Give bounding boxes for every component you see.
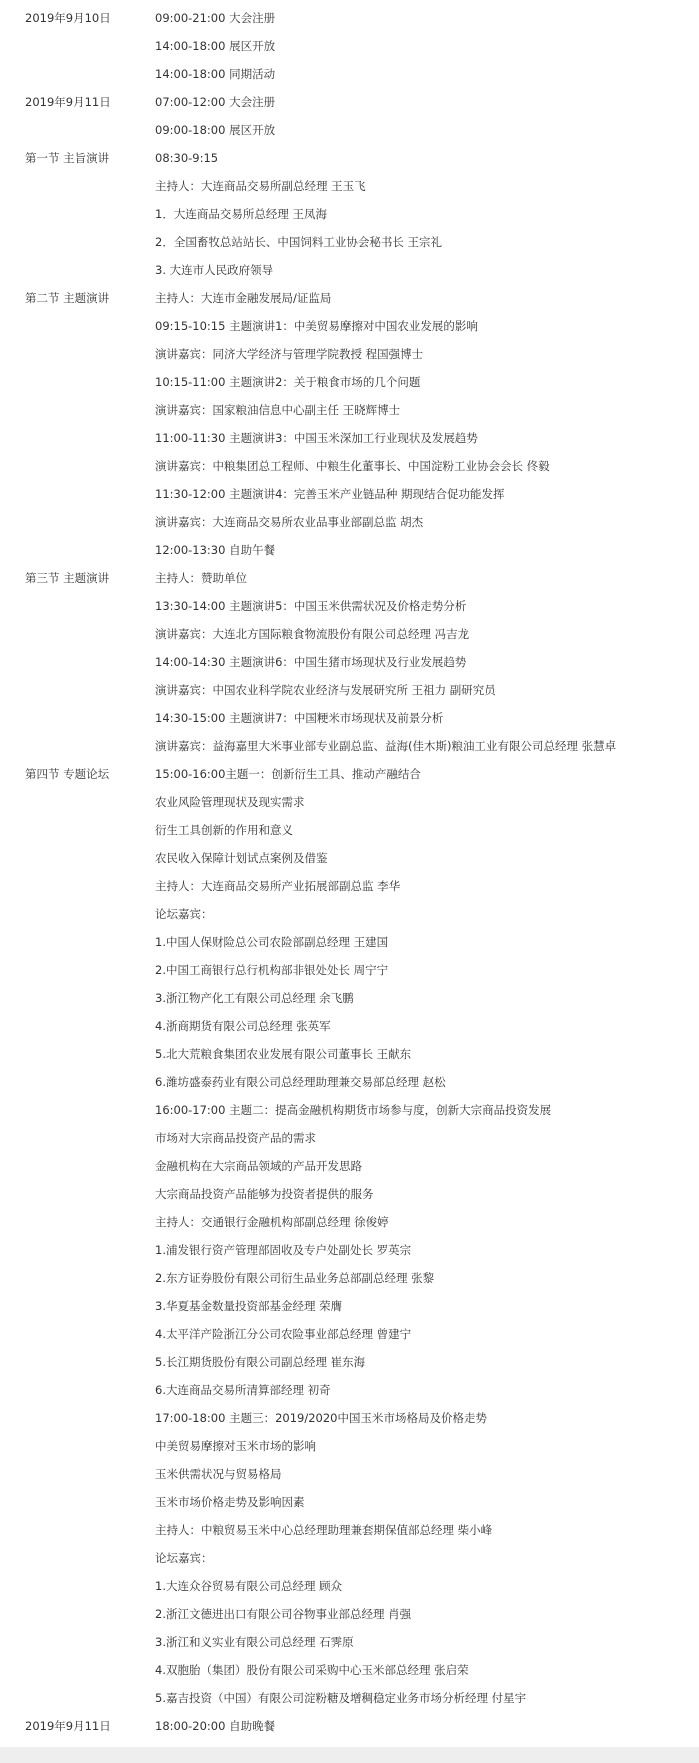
schedule-row: [0, 984, 699, 1012]
session-detail: 4.浙商期货有限公司总经理 张英军: [155, 1019, 331, 1033]
session-detail: 3. 大连市人民政府领导: [155, 263, 274, 277]
schedule-row: [0, 592, 699, 620]
page-bottom-band: [0, 1747, 699, 1763]
schedule-row: [0, 1572, 699, 1600]
schedule-row: [0, 1320, 699, 1348]
session-label: 第四节 专题论坛: [25, 767, 110, 781]
schedule-row: [0, 1544, 699, 1572]
session-detail: 衍生工具创新的作用和意义: [155, 823, 293, 837]
session-detail: 演讲嘉宾：国家粮油信息中心副主任 王晓辉博士: [155, 403, 401, 417]
schedule-row: [0, 1040, 699, 1068]
schedule-row: [0, 1684, 699, 1712]
schedule-row: [0, 928, 699, 956]
session-detail: 14:00-18:00 同期活动: [155, 67, 276, 81]
session-detail: 4.太平洋产险浙江分公司农险事业部总经理 曾建宁: [155, 1327, 412, 1341]
schedule-row: [0, 1600, 699, 1628]
schedule-row: [0, 1068, 699, 1096]
session-detail: 5.北大荒粮食集团农业发展有限公司董事长 王献东: [155, 1047, 412, 1061]
session-detail: 1.大连众谷贸易有限公司总经理 顾众: [155, 1579, 343, 1593]
schedule-row: [0, 676, 699, 704]
schedule-row: [0, 1628, 699, 1656]
schedule-row: [0, 312, 699, 340]
session-detail: 演讲嘉宾：中国农业科学院农业经济与发展研究所 王祖力 副研究员: [155, 683, 496, 697]
session-detail: 1.中国人保财险总公司农险部副总经理 王建国: [155, 935, 389, 949]
session-detail: 12:00-13:30 自助午餐: [155, 543, 276, 557]
schedule-row: [0, 816, 699, 844]
schedule-row: [0, 424, 699, 452]
schedule-row: [0, 1348, 699, 1376]
session-detail: 演讲嘉宾：同济大学经济与管理学院教授 程国强博士: [155, 347, 424, 361]
schedule-row: [0, 788, 699, 816]
schedule-row: [0, 620, 699, 648]
schedule-row: [0, 480, 699, 508]
session-detail: 6.大连商品交易所清算部经理 初奇: [155, 1383, 331, 1397]
schedule-row: [0, 956, 699, 984]
schedule-row: [0, 1712, 699, 1740]
session-detail: 演讲嘉宾：益海嘉里大米事业部专业副总监、益海(佳木斯)粮油工业有限公司总经理 张慧卓: [155, 739, 617, 753]
schedule-row: [0, 88, 699, 116]
schedule-row: [0, 1152, 699, 1180]
schedule-row: [0, 452, 699, 480]
session-detail: 18:00-20:00 自助晚餐: [155, 1719, 276, 1733]
session-detail: 主持人：大连市金融发展局/证监局: [155, 291, 332, 305]
session-detail: 13:30-14:00 主题演讲5：中国玉米供需状况及价格走势分析: [155, 599, 467, 613]
session-detail: 主持人：赞助单位: [155, 571, 247, 585]
schedule-row: [0, 1516, 699, 1544]
session-detail: 2.中国工商银行总行机构部非银处处长 周宁宁: [155, 963, 389, 977]
session-detail: 11:30-12:00 主题演讲4：完善玉米产业链品种 期现结合促功能发挥: [155, 487, 505, 501]
schedule-row: [0, 1236, 699, 1264]
session-detail: 3.浙江和义实业有限公司总经理 石霁原: [155, 1635, 354, 1649]
schedule-row: [0, 508, 699, 536]
schedule-row: [0, 1460, 699, 1488]
session-detail: 15:00-16:00主题一：创新衍生工具、推动产融结合: [155, 767, 421, 781]
session-detail: 3.浙江物产化工有限公司总经理 余飞鹏: [155, 991, 354, 1005]
schedule-row: [0, 4, 699, 32]
session-detail: 2．全国畜牧总站站长、中国饲料工业协会秘书长 王宗礼: [155, 235, 442, 249]
session-label: 第一节 主旨演讲: [25, 151, 110, 165]
session-detail: 论坛嘉宾：: [155, 907, 213, 921]
schedule-row: [0, 116, 699, 144]
schedule-row: [0, 732, 699, 760]
schedule-row: [0, 1376, 699, 1404]
session-detail: 4.双胞胎（集团）股份有限公司采购中心玉米部总经理 张启荣: [155, 1663, 469, 1677]
schedule-row: [0, 32, 699, 60]
schedule-row: [0, 1124, 699, 1152]
session-label: 2019年9月11日: [25, 95, 111, 109]
session-detail: 09:00-18:00 展区开放: [155, 123, 276, 137]
schedule-list: [0, 4, 699, 1740]
session-detail: 2.浙江文德进出口有限公司谷物事业部总经理 肖强: [155, 1607, 412, 1621]
schedule-row: [0, 1292, 699, 1320]
schedule-row: [0, 1488, 699, 1516]
session-label: 2019年9月11日: [25, 1719, 111, 1733]
schedule-row: [0, 60, 699, 88]
session-detail: 6.潍坊盛泰药业有限公司总经理助理兼交易部总经理 赵松: [155, 1075, 446, 1089]
schedule-row: [0, 1180, 699, 1208]
schedule-row: [0, 704, 699, 732]
session-detail: 10:15-11:00 主题演讲2：关于粮食市场的几个问题: [155, 375, 421, 389]
schedule-row: [0, 1404, 699, 1432]
session-detail: 演讲嘉宾：大连北方国际粮食物流股份有限公司总经理 冯吉龙: [155, 627, 470, 641]
schedule-row: [0, 900, 699, 928]
session-detail: 演讲嘉宾：大连商品交易所农业品事业部副总监 胡杰: [155, 515, 424, 529]
session-detail: 16:00-17:00 主题二：提高金融机构期货市场参与度，创新大宗商品投资发展: [155, 1103, 552, 1117]
schedule-row: [0, 1432, 699, 1460]
session-detail: 5.嘉吉投资（中国）有限公司淀粉糖及增稠稳定业务市场分析经理 付星宇: [155, 1691, 527, 1705]
schedule-row: [0, 648, 699, 676]
session-detail: 中美贸易摩擦对玉米市场的影响: [155, 1439, 316, 1453]
session-detail: 主持人：交通银行金融机构部副总经理 徐俊婷: [155, 1215, 389, 1229]
session-detail: 演讲嘉宾：中粮集团总工程师、中粮生化董事长、中国淀粉工业协会会长 佟毅: [155, 459, 550, 473]
session-detail: 14:00-14:30 主题演讲6：中国生猪市场现状及行业发展趋势: [155, 655, 467, 669]
session-detail: 09:00-21:00 大会注册: [155, 11, 276, 25]
schedule-row: [0, 844, 699, 872]
session-detail: 07:00-12:00 大会注册: [155, 95, 276, 109]
session-detail: 金融机构在大宗商品领域的产品开发思路: [155, 1159, 362, 1173]
session-detail: 论坛嘉宾：: [155, 1551, 213, 1565]
schedule-row: [0, 1656, 699, 1684]
session-detail: 08:30-9:15: [155, 151, 219, 165]
schedule-row: [0, 536, 699, 564]
session-detail: 市场对大宗商品投资产品的需求: [155, 1131, 316, 1145]
schedule-row: [0, 172, 699, 200]
schedule-row: [0, 1208, 699, 1236]
session-detail: 1.浦发银行资产管理部固收及专户处副处长 罗英宗: [155, 1243, 412, 1257]
schedule-row: [0, 256, 699, 284]
session-detail: 农业风险管理现状及现实需求: [155, 795, 305, 809]
session-label: 第三节 主题演讲: [25, 571, 110, 585]
session-detail: 5.长江期货股份有限公司副总经理 崔东海: [155, 1355, 366, 1369]
session-detail: 主持人：大连商品交易所产业拓展部副总监 李华: [155, 879, 401, 893]
session-detail: 09:15-10:15 主题演讲1：中美贸易摩擦对中国农业发展的影响: [155, 319, 478, 333]
schedule-row: [0, 340, 699, 368]
session-detail: 农民收入保障计划试点案例及借鉴: [155, 851, 328, 865]
schedule-row: [0, 144, 699, 172]
session-detail: 14:30-15:00 主题演讲7：中国粳米市场现状及前景分析: [155, 711, 444, 725]
session-label: 2019年9月10日: [25, 11, 111, 25]
schedule-row: [0, 396, 699, 424]
schedule-row: [0, 564, 699, 592]
schedule-row: [0, 284, 699, 312]
schedule-row: [0, 228, 699, 256]
schedule-row: [0, 200, 699, 228]
session-detail: 17:00-18:00 主题三：2019/2020中国玉米市场格局及价格走势: [155, 1411, 487, 1425]
schedule-row: [0, 1264, 699, 1292]
schedule-row: [0, 760, 699, 788]
session-detail: 2.东方证券股份有限公司衍生品业务总部副总经理 张黎: [155, 1271, 435, 1285]
schedule-row: [0, 1012, 699, 1040]
session-label: 第二节 主题演讲: [25, 291, 110, 305]
schedule-row: [0, 1096, 699, 1124]
session-detail: 1．大连商品交易所总经理 王凤海: [155, 207, 327, 221]
session-detail: 11:00-11:30 主题演讲3：中国玉米深加工行业现状及发展趋势: [155, 431, 478, 445]
session-detail: 玉米供需状况与贸易格局: [155, 1467, 282, 1481]
schedule-row: [0, 368, 699, 396]
session-detail: 玉米市场价格走势及影响因素: [155, 1495, 305, 1509]
session-detail: 大宗商品投资产品能够为投资者提供的服务: [155, 1187, 374, 1201]
session-detail: 3.华夏基金数量投资部基金经理 荣膺: [155, 1299, 343, 1313]
session-detail: 主持人：大连商品交易所副总经理 王玉飞: [155, 179, 366, 193]
session-detail: 主持人：中粮贸易玉米中心总经理助理兼套期保值部总经理 柴小峰: [155, 1523, 493, 1537]
session-detail: 14:00-18:00 展区开放: [155, 39, 276, 53]
schedule-row: [0, 872, 699, 900]
